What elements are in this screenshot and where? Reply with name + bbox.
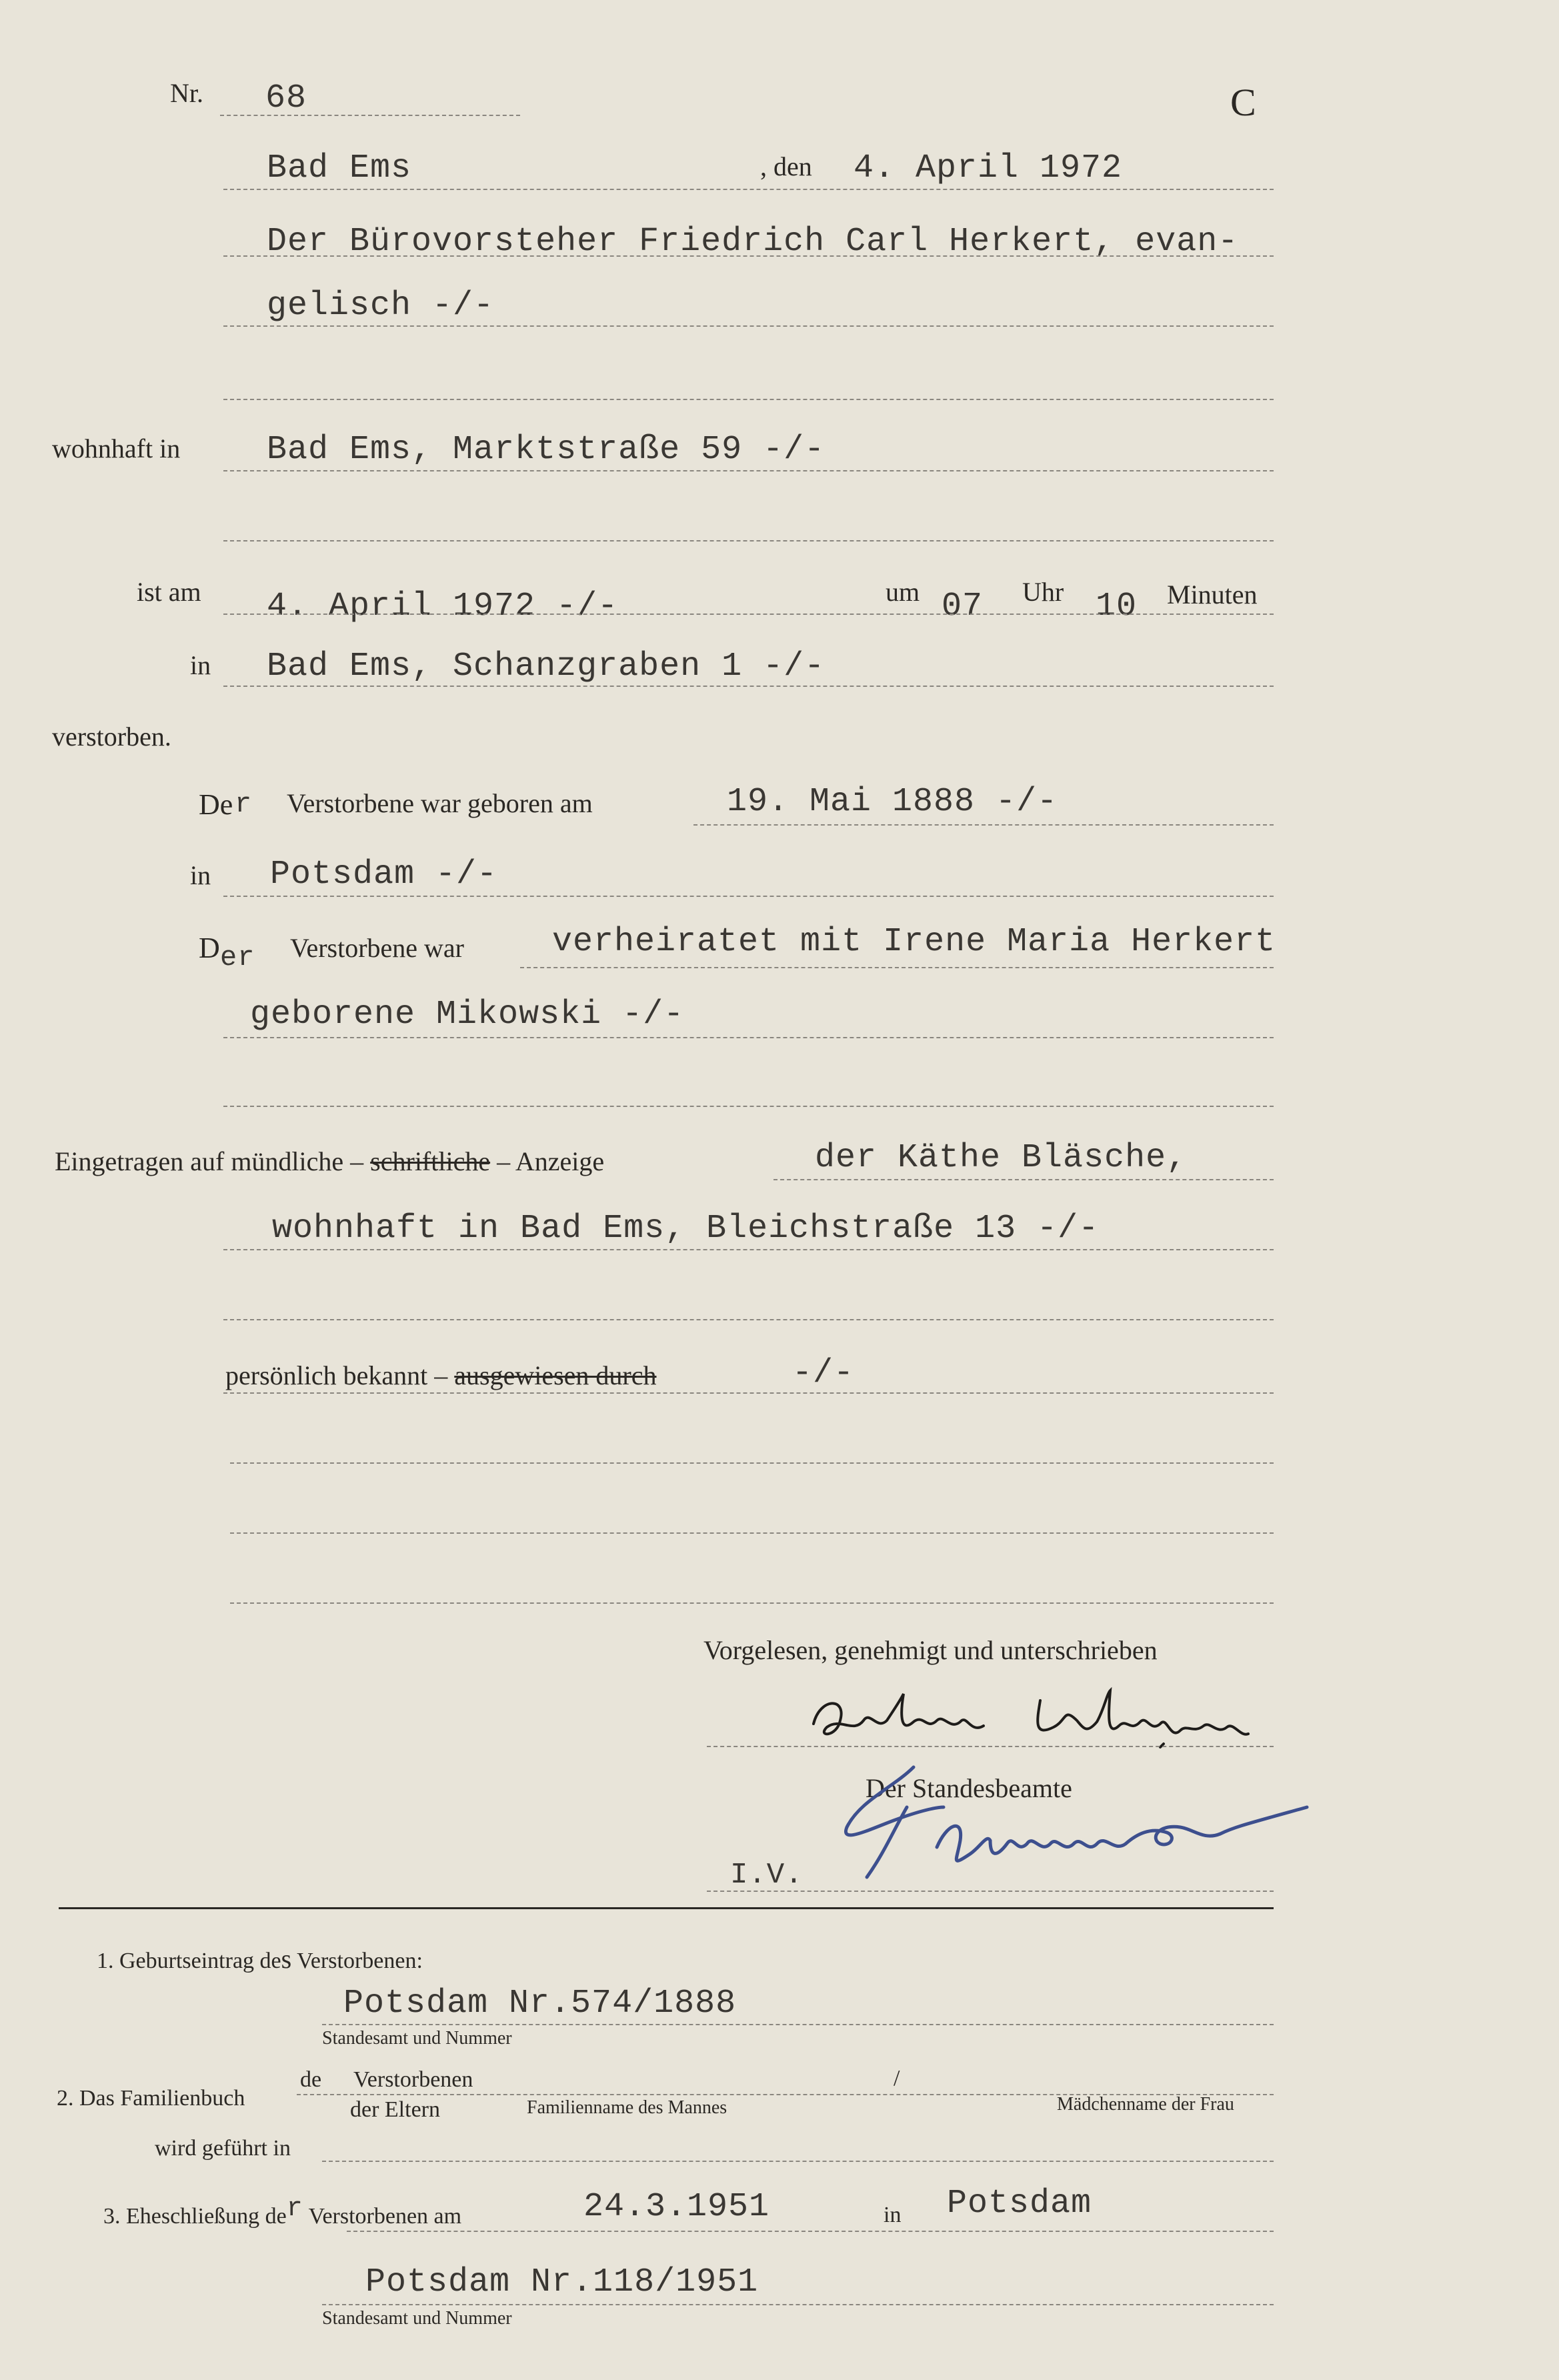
death-date-rule: [223, 614, 1274, 615]
residence-rule: [223, 470, 1274, 471]
blank-rule-3: [230, 1602, 1274, 1604]
informant-signature-rule: [707, 1746, 1274, 1747]
nr-label: Nr.: [170, 78, 203, 108]
footer-item3-in: in: [884, 2203, 902, 2227]
minuten-label: Minuten: [1167, 579, 1258, 610]
footer-item2-slash: /: [894, 2066, 900, 2091]
den-label: , den: [760, 151, 812, 181]
birth-in-label: in: [190, 860, 211, 890]
read-approved-label: Vorgelesen, genehmigt und unterschrieben: [703, 1635, 1158, 1665]
birth-place-rule: [223, 896, 1274, 897]
death-hour-value: 07: [942, 587, 984, 626]
footer-item2-top: Verstorbenen: [353, 2067, 473, 2092]
birth-prefix-r: r: [235, 788, 253, 820]
registrar-signature-rule: [707, 1891, 1274, 1892]
marital-line-2-rule: [223, 1037, 1274, 1038]
iv-label: I.V.: [730, 1859, 804, 1892]
footer-item2-de: de: [300, 2067, 322, 2092]
blank-rule-1: [230, 1462, 1274, 1464]
footer-item1-value: Potsdam Nr.574/1888: [343, 1985, 737, 2023]
footer-item3-rule: [347, 2231, 1274, 2232]
registrar-signature: [820, 1760, 1327, 1894]
person-line-1-rule: [223, 255, 1274, 257]
person-blank-rule: [223, 399, 1274, 400]
birth-date-rule: [693, 824, 1274, 826]
blank-rule-2: [230, 1532, 1274, 1534]
death-place-rule: [223, 686, 1274, 687]
form-letter: C: [1230, 81, 1256, 124]
birth-date-value: 19. Mai 1888 -/-: [727, 783, 1058, 821]
nr-value: 68: [265, 79, 307, 117]
footer-item2-wird: wird geführt in: [155, 2136, 291, 2161]
informant-line-1: der Käthe Bläsche,: [815, 1139, 1188, 1177]
verstorben-label: verstorben.: [52, 722, 171, 752]
informant-line-2: wohnhaft in Bad Ems, Bleichstraße 13 -/-: [272, 1210, 1100, 1248]
place-date-line: [223, 189, 1274, 190]
birth-prefix-de: De: [199, 788, 233, 821]
death-in-label: in: [190, 650, 211, 680]
footer-item3-value-rule: [322, 2304, 1274, 2305]
marital-prefix-er: er: [220, 942, 255, 974]
identity-label: persönlich bekannt – ausgewiesen durch: [225, 1360, 657, 1390]
footer-item1-caption: Standesamt und Nummer: [322, 2028, 512, 2049]
footer-item3-value: Potsdam Nr.118/1951: [365, 2263, 759, 2301]
footer-item3-place: Potsdam: [947, 2185, 1092, 2223]
residence-value: Bad Ems, Marktstraße 59 -/-: [267, 431, 826, 469]
footer-item2-bottom: der Eltern: [350, 2097, 440, 2122]
informant-line-2-rule: [223, 1249, 1274, 1250]
marital-line-1: verheiratet mit Irene Maria Herkert: [552, 923, 1276, 961]
death-place-value: Bad Ems, Schanzgraben 1 -/-: [267, 648, 826, 686]
date-value: 4. April 1972: [854, 149, 1123, 187]
footer-item3-caption: Standesamt und Nummer: [322, 2308, 512, 2329]
death-minute-value: 10: [1096, 587, 1138, 626]
footer-item3-label: 3. Eheschließung der Verstorbenen am: [103, 2194, 462, 2229]
marital-line-2: geborene Mikowski -/-: [250, 996, 685, 1034]
identity-value: -/-: [792, 1354, 855, 1392]
uhr-label: Uhr: [1022, 577, 1064, 607]
footer-item2-label: 2. Das Familienbuch: [57, 2086, 245, 2111]
place-value: Bad Ems: [267, 149, 412, 187]
informant-line-1-rule: [773, 1179, 1274, 1180]
identity-struck: ausgewiesen durch: [454, 1360, 657, 1390]
footer-divider: [59, 1907, 1274, 1909]
registration-label-a: Eingetragen auf mündliche – schriftliche – Anzeige: [55, 1146, 605, 1176]
registration-struck: schriftliche: [370, 1146, 491, 1176]
marital-blank-rule: [223, 1106, 1274, 1107]
informant-signature: [800, 1674, 1280, 1760]
nr-line: [220, 115, 520, 116]
death-date-value: 4. April 1972 -/-: [267, 587, 619, 626]
person-line-2-rule: [223, 325, 1274, 327]
footer-caption-mann: Familienname des Mannes: [527, 2097, 727, 2118]
footer-item2-wird-rule: [322, 2161, 1274, 2162]
footer-item1-rule: [322, 2024, 1274, 2025]
marital-prefix-d: D: [199, 932, 220, 964]
person-line-2: gelisch -/-: [267, 287, 495, 325]
footer-item1-label: 1. Geburtseintrag des Verstorbenen:: [97, 1944, 423, 1974]
ist-am-label: ist am: [137, 577, 201, 607]
residence-label: wohnhaft in: [52, 433, 181, 463]
birth-place-value: Potsdam -/-: [270, 856, 498, 894]
identity-rule: [223, 1392, 1274, 1394]
residence-blank-rule: [223, 540, 1274, 541]
registrar-label: Der Standesbeamte: [866, 1773, 1072, 1803]
um-label: um: [886, 577, 920, 607]
footer-caption-frau: Mädchenname der Frau: [1057, 2094, 1234, 2115]
informant-blank-rule: [223, 1319, 1274, 1320]
marital-line-1-rule: [520, 967, 1274, 968]
person-line-1: Der Bürovorsteher Friedrich Carl Herkert, evan-: [267, 223, 1239, 261]
marital-label: Verstorbene war: [290, 933, 464, 963]
footer-item3-date: 24.3.1951: [583, 2188, 770, 2226]
birth-label: Verstorbene war geboren am: [287, 788, 593, 818]
